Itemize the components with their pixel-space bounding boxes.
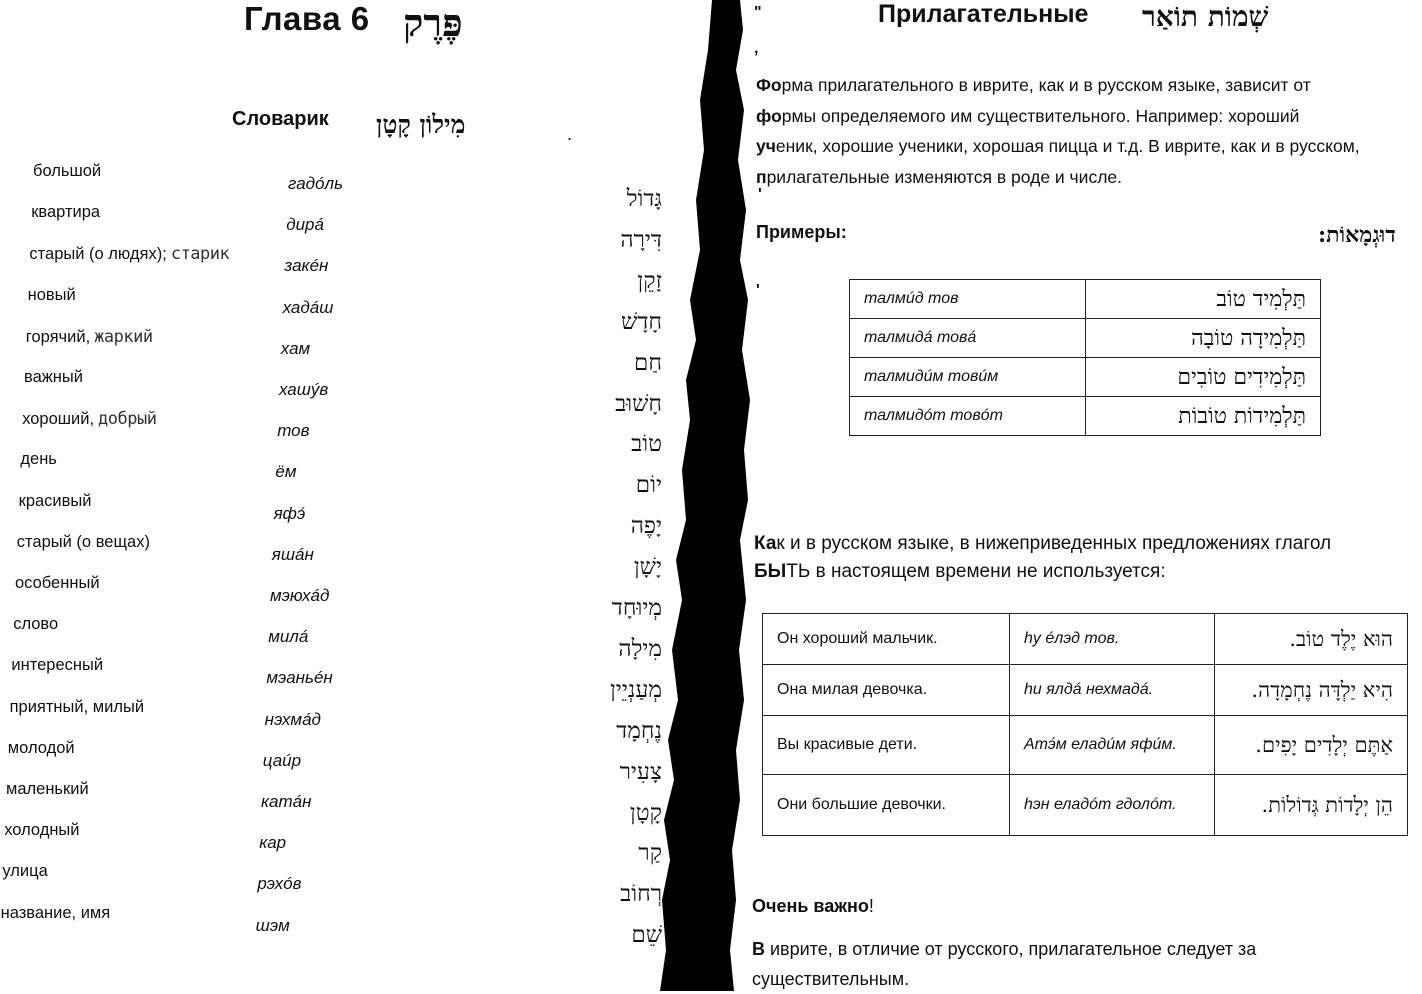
vocab-transliteration: рэхóв	[257, 874, 302, 894]
table-row	[850, 358, 1321, 397]
vocab-transliteration: ём	[275, 462, 297, 482]
sentence-hebrew: הוּא יֶלֶד טוֹב.	[1215, 614, 1408, 665]
vocab-transliteration: милá	[268, 627, 309, 647]
vocab-russian-text: большой	[33, 162, 102, 180]
sentence-transliteration: Атэ́м еладúм яфúм.	[1010, 716, 1215, 775]
vocab-transliteration: кар	[259, 833, 287, 853]
stray-dot: .	[567, 124, 573, 144]
sentence-transliteration: hу éлэд тов.	[1010, 614, 1215, 665]
vocab-hebrew: זָקֵן	[637, 267, 662, 294]
vocab-russian	[15, 574, 100, 593]
paragraph-line: существительным.	[752, 969, 910, 989]
vocab-russian-text: приятный, милый	[9, 697, 145, 716]
important-note: Очень важно!	[752, 896, 874, 916]
paragraph-line: В иврите, в отличие от русского, прилагательное следует за	[752, 939, 1257, 959]
table-row	[850, 280, 1321, 319]
sentence-russian: Вы красивые дети.	[763, 716, 1010, 775]
section-title-ru: Прилагательные	[878, 0, 1089, 28]
vocab-russian-text: холодный	[4, 821, 80, 840]
vocab-hebrew: רְחוֹב	[620, 881, 662, 908]
vocab-russian-text: горячий,	[25, 327, 91, 346]
vocab-hebrew: יוֹם	[635, 472, 662, 499]
table-row	[763, 716, 1408, 775]
vocab-transliteration: катáн	[261, 792, 312, 811]
vocab-russian	[22, 409, 156, 429]
vocab-russian-text: красивый	[18, 491, 92, 510]
vocab-russian	[4, 821, 79, 840]
vocab-title-he: מִילוֹן קָטָן	[376, 110, 466, 139]
vocab-russian	[19, 492, 92, 511]
example-transliteration: талмидóт товóт	[850, 397, 1086, 436]
vocab-russian-text: маленький	[6, 780, 89, 798]
vocab-russian	[6, 780, 89, 799]
sentence-russian: Она милая девочка.	[763, 665, 1010, 716]
vocab-hebrew: יָפֶה	[630, 513, 662, 540]
example-transliteration: талмúд тов	[850, 280, 1086, 319]
vocab-russian	[10, 698, 144, 717]
sentence-hebrew: הִיא יַלְדָּה נֶחְמָדָה.	[1215, 665, 1408, 716]
paragraph-line: формы определяемого им существительного. Например: хороший	[756, 105, 1300, 126]
vocab-transliteration: мэюхáд	[270, 586, 330, 605]
vocab-hebrew: דִּירָה	[620, 226, 662, 253]
chapter-title-he: פֶּרֶק	[403, 0, 463, 45]
table-row	[763, 614, 1408, 665]
vocab-hebrew: חָשׁוּב	[615, 390, 662, 417]
vocab-hebrew: מְעַנְיֵין	[609, 676, 662, 703]
vocab-transliteration: закéн	[284, 256, 329, 276]
vocab-russian	[13, 615, 58, 634]
vocab-russian-text: улица	[2, 862, 48, 881]
vocab-hebrew: חַם	[634, 349, 662, 376]
vocab-russian	[2, 862, 47, 881]
vocab-hebrew: יָשָׁן	[633, 554, 662, 581]
vocab-russian	[20, 450, 57, 469]
vocab-hebrew: גָּדוֹל	[626, 186, 662, 212]
vocab-transliteration: шэм	[255, 915, 290, 935]
vocab-hebrew: צָעִיר	[619, 758, 662, 785]
vocab-transliteration: яфэ́	[273, 503, 306, 523]
paragraph-line: прилагательные изменяются в роде и числе.	[756, 166, 1122, 187]
sentence-russian: Он хороший мальчик.	[763, 614, 1010, 665]
margin-mark: ,	[754, 40, 759, 57]
example-transliteration: талмидá товá	[850, 319, 1086, 358]
vocab-russian-text: название, имя	[0, 903, 111, 922]
sentence-hebrew: הֵן יְלָדוֹת גְּדוֹלוֹת.	[1215, 775, 1408, 836]
right-page	[740, 0, 1422, 991]
vocab-hebrew: חָדָשׁ	[621, 308, 662, 335]
vocab-transliteration: хашýв	[279, 380, 329, 399]
example-hebrew: תַּלְמִיד טוֹב	[1086, 280, 1321, 319]
vocab-russian-text: особенный	[15, 574, 100, 592]
intro-paragraph	[756, 70, 1420, 192]
vocab-handwritten-note: жаркий	[94, 326, 153, 347]
vocab-transliteration: хам	[280, 338, 311, 358]
vocab-hebrew: מְיוּחָד	[611, 595, 662, 621]
word-order-paragraph	[752, 934, 1418, 994]
margin-mark: '	[756, 282, 760, 299]
chapter-title-ru: Глава 6	[244, 0, 370, 37]
vocab-transliteration: нэхмáд	[264, 709, 321, 729]
vocab-hebrew: קָטָן	[629, 799, 662, 826]
sentence-transliteration: hи ялдá нехмадá.	[1010, 665, 1215, 716]
vocab-russian-text: важный	[24, 368, 83, 386]
examples-table	[849, 279, 1321, 436]
vocab-transliteration: гадóль	[288, 174, 344, 193]
vocab-russian-text: квартира	[31, 203, 101, 222]
vocab-russian-text: старый (о людях);	[29, 245, 167, 264]
example-transliteration: талмидúм товúм	[850, 358, 1086, 397]
example-hebrew: תַּלְמִידִים טוֹבִים	[1086, 358, 1321, 397]
vocab-transliteration: хадáш	[282, 297, 334, 317]
vocab-russian	[1, 904, 111, 923]
vocab-title-ru: Словарик	[232, 108, 329, 130]
vocab-hebrew: טוֹב	[631, 431, 662, 458]
section-title-he: שְׁמוֹת תוֹאַר	[1142, 0, 1269, 33]
paragraph-line: БЫТЬ в настоящем времени не используется:	[754, 561, 1166, 582]
paragraph-line: ученик, хорошие ученики, хорошая пицца и т.д. В иврите, как и в русском,	[756, 136, 1360, 156]
vocab-russian	[33, 162, 101, 181]
vocab-russian-text: старый (о вещах)	[16, 532, 150, 551]
vocab-russian-text: хороший,	[22, 410, 95, 429]
examples-label-ru: Примеры:	[756, 222, 847, 242]
paragraph-line: Форма прилагательного в иврите, как и в русском языке, зависит от	[756, 75, 1311, 95]
margin-mark: "	[754, 4, 762, 21]
examples-label-he: דוּגְמָאוֹת:	[1318, 222, 1396, 248]
vocab-transliteration: мэаньéн	[266, 668, 333, 688]
vocab-russian	[11, 656, 103, 675]
vocab-russian-text: день	[20, 450, 57, 469]
vocab-russian-text: новый	[27, 285, 76, 304]
paragraph-line: Как и в русском языке, в нижеприведенных предложениях глагол	[754, 533, 1332, 554]
vocab-transliteration: яшáн	[271, 544, 314, 564]
table-row	[850, 319, 1321, 358]
vocab-russian	[26, 327, 153, 347]
vocab-hebrew: נֶחְמָד	[616, 717, 662, 744]
vocab-russian	[31, 203, 100, 222]
vocab-hebrew: קַר	[638, 840, 662, 867]
vocab-russian	[17, 533, 150, 552]
margin-mark: '	[758, 186, 762, 203]
vocab-transliteration: тов	[277, 421, 310, 441]
vocab-handwritten-note: старик	[170, 244, 230, 265]
vocab-russian-text: молодой	[7, 738, 75, 757]
sentence-hebrew: אַתֶּם יְלָדִים יָפִים.	[1215, 716, 1408, 775]
vocab-hebrew: מִילָה	[618, 635, 662, 662]
vocab-handwritten-note: добрый	[98, 409, 157, 430]
vocab-russian	[29, 244, 229, 264]
vocab-russian-text: слово	[13, 615, 59, 634]
vocab-russian	[8, 739, 75, 758]
be-verb-paragraph	[754, 530, 1418, 586]
vocab-russian-text: интересный	[11, 656, 104, 675]
vocab-transliteration: цаúр	[262, 750, 302, 770]
left-page	[0, 0, 700, 991]
vocab-russian	[24, 368, 83, 387]
table-row	[850, 397, 1321, 436]
vocab-transliteration: дирá	[286, 215, 324, 235]
example-hebrew: תַּלְמִידָה טוֹבָה	[1086, 319, 1321, 358]
vocab-russian	[28, 286, 76, 305]
sentences-table	[762, 613, 1408, 836]
table-row	[763, 665, 1408, 716]
table-row	[763, 775, 1408, 836]
sentence-russian: Они большие девочки.	[763, 775, 1010, 836]
example-hebrew: תַּלְמִידוֹת טוֹבוֹת	[1086, 397, 1321, 436]
vocab-hebrew: שֵׁם	[631, 922, 662, 949]
sentence-transliteration: hэн еладóт гдолóт.	[1010, 775, 1215, 836]
